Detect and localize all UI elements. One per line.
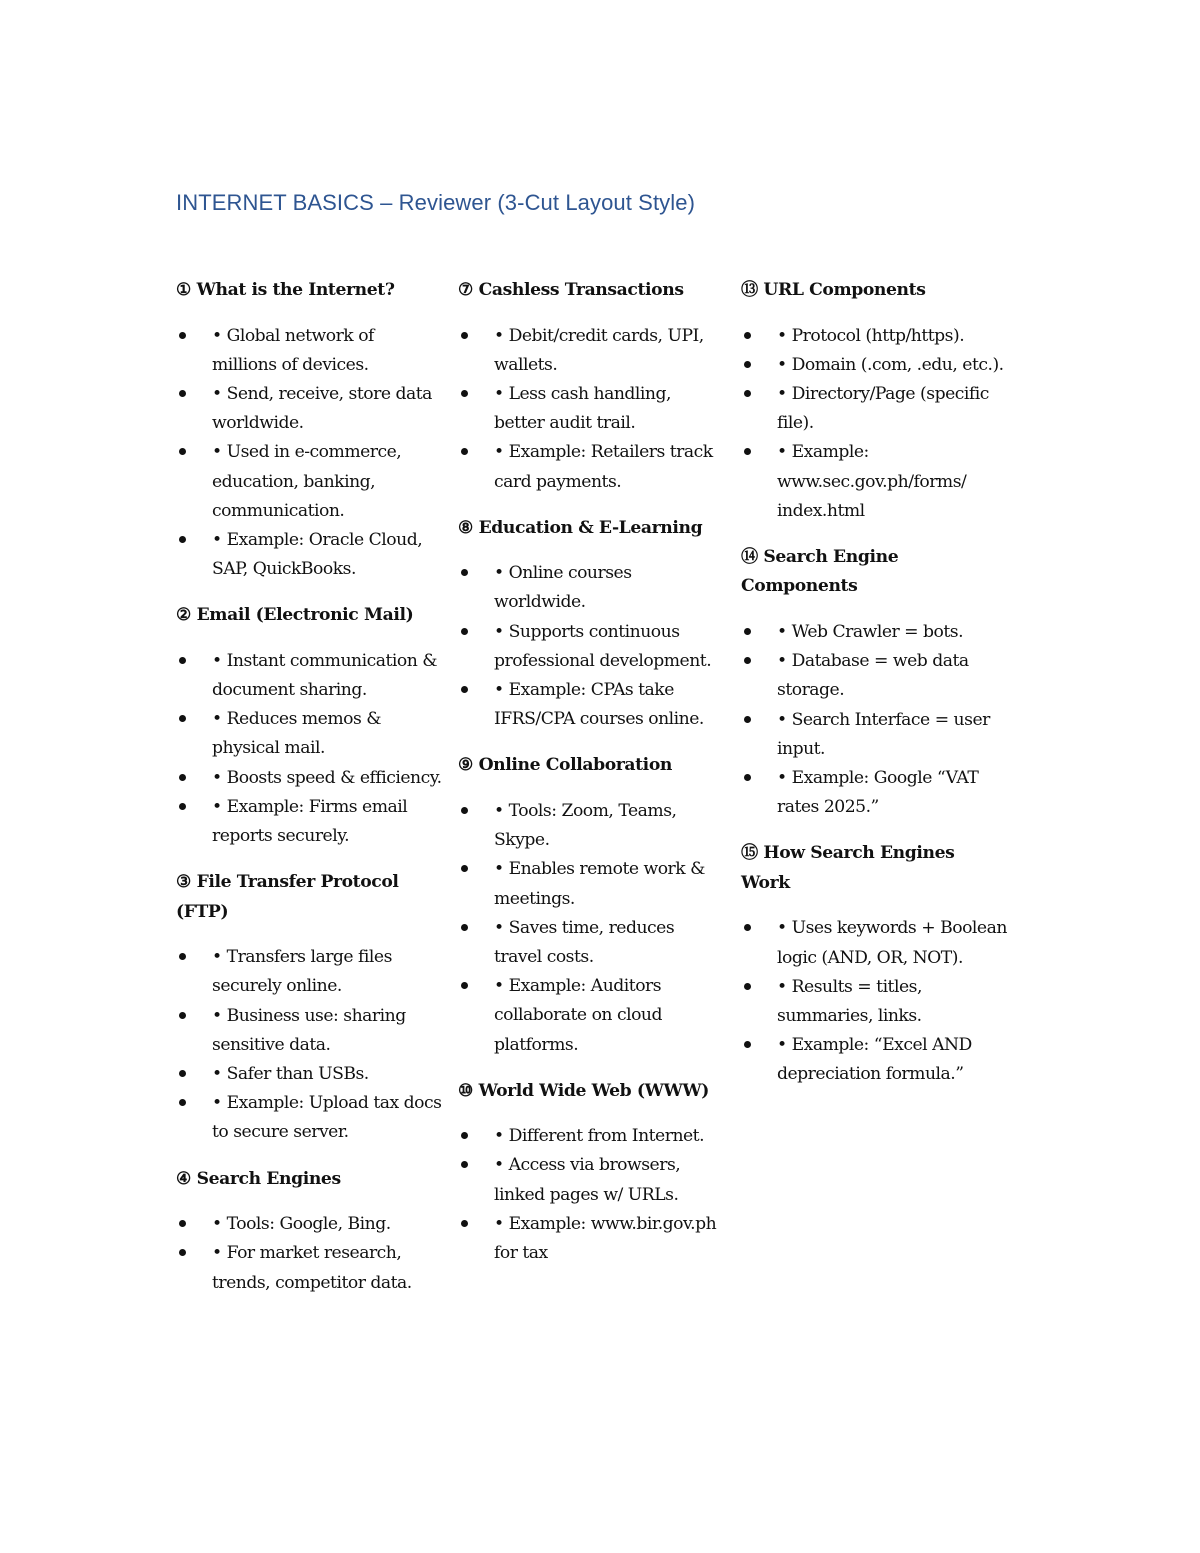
bullet-list bbox=[741, 914, 1007, 1089]
list-item: • Less cash handling, better audit trail. bbox=[458, 380, 724, 438]
list-item: • Different from Internet. bbox=[458, 1122, 724, 1151]
section-how-search-engines-work bbox=[741, 839, 1007, 1089]
list-item: • Boosts speed & efficiency. bbox=[176, 764, 442, 793]
bullet-list bbox=[176, 1210, 442, 1298]
list-item: • Send, receive, store data worldwide. bbox=[176, 380, 442, 438]
section-online-collaboration bbox=[458, 751, 724, 1059]
list-item: • Example: CPAs take IFRS/CPA courses online. bbox=[458, 676, 724, 734]
section-heading: ⑨ Online Collaboration bbox=[458, 755, 672, 776]
column-1 bbox=[176, 276, 442, 1315]
section-what-is-internet bbox=[176, 276, 442, 584]
section-heading: ⑬ URL Components bbox=[741, 280, 926, 300]
list-item: • Example: Retailers track card payments. bbox=[458, 438, 724, 496]
list-item: • Business use: sharing sensitive data. bbox=[176, 1002, 442, 1060]
list-item: • Transfers large files securely online. bbox=[176, 943, 442, 1001]
list-item: • Directory/Page (specific file). bbox=[741, 380, 1007, 438]
bullet-list bbox=[176, 647, 442, 851]
section-heading: ② Email (Electronic Mail) bbox=[176, 605, 414, 626]
bullet-list bbox=[458, 559, 724, 734]
bullet-list bbox=[458, 322, 724, 497]
list-item: • Instant communication & document sharing. bbox=[176, 647, 442, 705]
list-item: • Example: Google “VAT rates 2025.” bbox=[741, 764, 1007, 822]
list-item: • Tools: Zoom, Teams, Skype. bbox=[458, 797, 724, 855]
section-url-components bbox=[741, 276, 1007, 526]
list-item: • Global network of millions of devices. bbox=[176, 322, 442, 380]
list-item: • Used in e-commerce, education, banking, communication. bbox=[176, 438, 442, 526]
list-item: • Example: Firms email reports securely. bbox=[176, 793, 442, 851]
list-item: • Protocol (http/https). bbox=[741, 322, 1007, 351]
bullet-list bbox=[741, 322, 1007, 526]
bullet-list bbox=[741, 618, 1007, 822]
section-search-engine-components bbox=[741, 543, 1007, 822]
list-item: • Saves time, reduces travel costs. bbox=[458, 914, 724, 972]
list-item: • Safer than USBs. bbox=[176, 1060, 442, 1089]
section-education-elearning bbox=[458, 514, 724, 735]
section-heading: ③ File Transfer Protocol (FTP) bbox=[176, 872, 399, 922]
section-cashless-transactions bbox=[458, 276, 724, 497]
section-heading: ① What is the Internet? bbox=[176, 280, 395, 300]
list-item: • Example: Oracle Cloud, SAP, QuickBooks. bbox=[176, 526, 442, 584]
section-heading: ④ Search Engines bbox=[176, 1168, 341, 1189]
list-item: • Enables remote work & meetings. bbox=[458, 855, 724, 913]
column-3 bbox=[741, 276, 1007, 1107]
list-item: • Supports continuous professional development. bbox=[458, 618, 724, 676]
list-item: • For market research, trends, competitor data. bbox=[176, 1239, 442, 1297]
bullet-list bbox=[458, 1122, 724, 1268]
bullet-list bbox=[176, 943, 442, 1147]
page-title: INTERNET BASICS – Reviewer (3-Cut Layout Style) bbox=[176, 190, 696, 215]
section-heading: ⑩ World Wide Web (WWW) bbox=[458, 1080, 710, 1101]
list-item: • Database = web data storage. bbox=[741, 647, 1007, 705]
list-item: • Search Interface = user input. bbox=[741, 706, 1007, 764]
list-item: • Domain (.com, .edu, etc.). bbox=[741, 351, 1007, 380]
list-item: • Access via browsers, linked pages w/ URLs. bbox=[458, 1151, 724, 1209]
column-2 bbox=[458, 276, 724, 1285]
list-item: • Example: “Excel AND depreciation formula.” bbox=[741, 1031, 1007, 1089]
section-world-wide-web bbox=[458, 1077, 724, 1269]
list-item: • Example: Upload tax docs to secure server. bbox=[176, 1089, 442, 1147]
bullet-list bbox=[458, 797, 724, 1060]
section-heading: ⑧ Education & E-Learning bbox=[458, 517, 703, 538]
section-heading: ⑮ How Search Engines Work bbox=[741, 843, 955, 893]
list-item: • Results = titles, summaries, links. bbox=[741, 973, 1007, 1031]
list-item: • Debit/credit cards, UPI, wallets. bbox=[458, 322, 724, 380]
section-search-engines bbox=[176, 1165, 442, 1298]
list-item: • Online courses worldwide. bbox=[458, 559, 724, 617]
list-item: • Web Crawler = bots. bbox=[741, 618, 1007, 647]
bullet-list bbox=[176, 322, 442, 585]
list-item: • Example: Auditors collaborate on cloud platforms. bbox=[458, 972, 724, 1060]
list-item: • Reduces memos & physical mail. bbox=[176, 705, 442, 763]
section-heading: ⑭ Search Engine Components bbox=[741, 546, 899, 597]
section-email bbox=[176, 601, 442, 851]
list-item: • Uses keywords + Boolean logic (AND, OR, NOT). bbox=[741, 914, 1007, 972]
list-item: • Example: www.sec.gov.ph/forms/ index.html bbox=[741, 438, 1007, 526]
section-ftp bbox=[176, 868, 442, 1147]
section-heading: ⑦ Cashless Transactions bbox=[458, 280, 684, 300]
list-item: • Tools: Google, Bing. bbox=[176, 1210, 442, 1239]
list-item: • Example: www.bir.gov.ph for tax bbox=[458, 1210, 724, 1268]
